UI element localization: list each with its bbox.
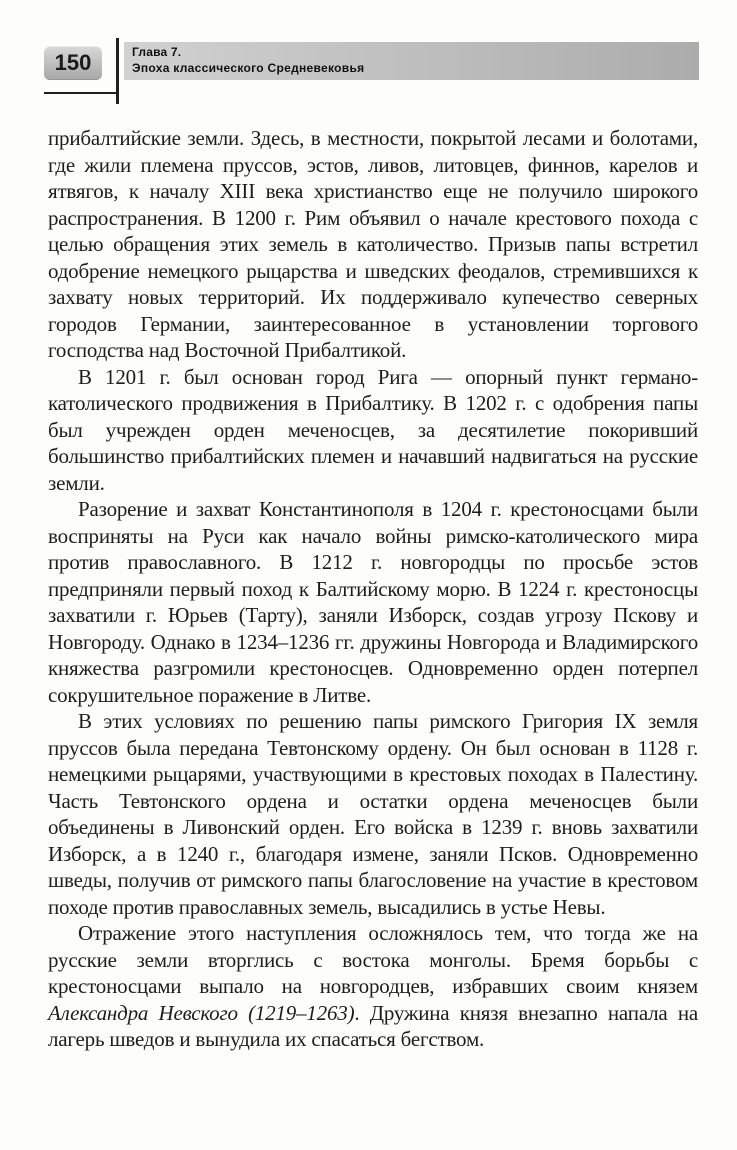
page-number: 150 [44,46,102,80]
paragraph-5 [48,920,698,1053]
paragraph-5-end: . Дружина князя внезапно напала на лагерь шведов и вынудила их спасаться бегством. [48,1000,699,1051]
paragraph-5-start: Отражение этого наступления осложнялось тем, что тогда же на русские земли вторглись с востока монголы. Бремя борьбы с крестоносцами выпало на новгородцев, избравших своим князем [48,921,698,998]
chapter-title: Эпоха классического Средневековья [132,61,365,75]
paragraph-4: В этих условиях по решению папы римского Григория IX земля пруссов была передана Тевтонскому ордену. Он был основан в 1128 г. немецкими рыцарями, участвующими в крестовых походах в Палестину. Часть Тевтонского ордена и остатки ордена меченосцев были объединены в Ливонский орден. Его войска в 1239 г. вновь захватили Изборск, а в 1240 г., благодаря измене, заняли Псков. Одновременно шведы, получив от римского папы благословение на участие в крестовом походе против православных земель, высадились в устье Невы. [48,709,698,919]
alexander-nevsky-name: Александра Невского (1219–1263) [48,1000,355,1025]
body-text [48,125,698,1053]
header-vertical-rule [116,38,119,104]
paragraph-3: Разорение и захват Константинополя в 1204 г. крестоносцами были восприняты на Руси как начало войны римско-католического мира против православного. В 1212 г. новгородцы по просьбе эстов предприняли первый поход к Балтийскому морю. В 1224 г. крестоносцы захватили г. Юрьев (Тарту), заняли Изборск, создав угрозу Пскову и Новгороду. Однако в 1234–1236 гг. дружины Новгорода и Владимирского княжества разгромили крестоносцев. Одновременно орден потерпел сокрушительное поражение в Литве. [48,497,698,707]
paragraph-2: В 1201 г. был основан город Рига — опорный пункт германо-католического продвижения в Прибалтику. В 1202 г. с одобрения папы был учрежден орден меченосцев, за десятилетие покоривший большинство прибалтийских племен и начавший надвигаться на русские земли. [48,364,698,495]
paragraph-1: прибалтийские земли. Здесь, в местности, покрытой лесами и болотами, где жили племена пруссов, эстов, ливов, литовцев, финнов, карелов и ятвягов, к началу XIII века христианство еще не получило широкого распространения. В 1200 г. Рим объявил о начале крестового похода с целью обращения этих земель в католичество. Призыв папы встретил одобрение немецкого рыцарства и шведских феодалов, стремившихся к захвату новых территорий. Их поддерживало купечество северных городов Германии, заинтересованное в установлении торгового господства над Восточной Прибалтикой. [48,126,698,362]
header-horizontal-rule [44,92,116,94]
page-header [44,38,699,86]
chapter-label: Глава 7. [132,45,182,59]
